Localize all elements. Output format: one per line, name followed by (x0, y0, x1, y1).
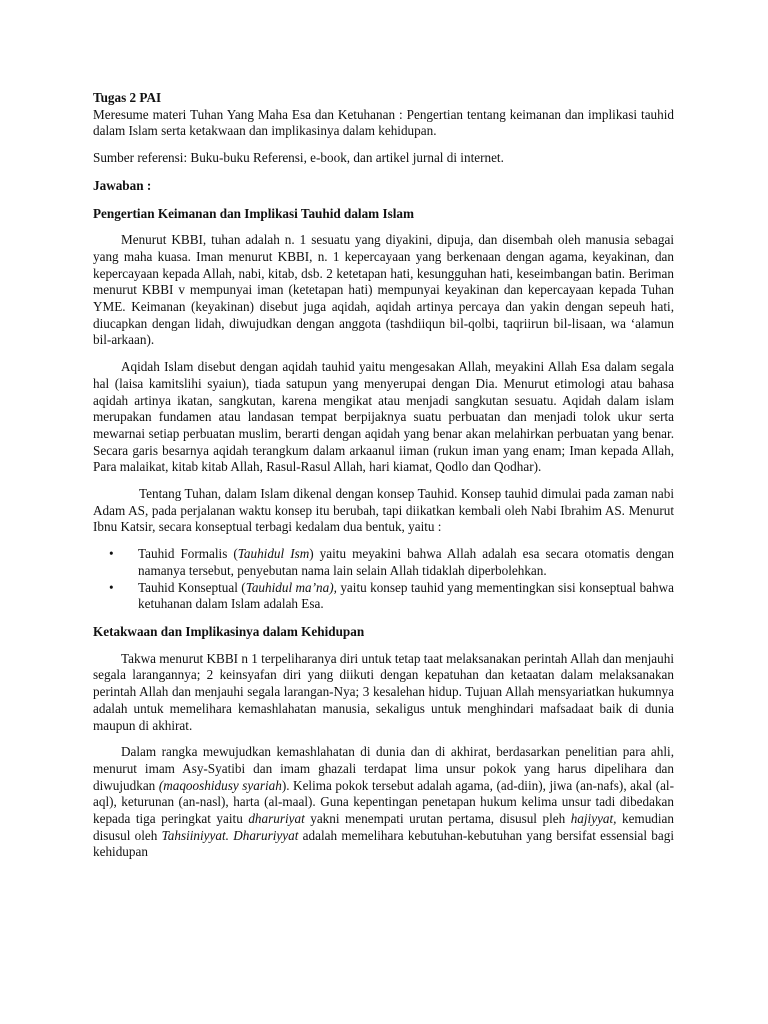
section-heading-keimanan: Pengertian Keimanan dan Implikasi Tauhid dalam Islam (93, 205, 414, 221)
paragraph-aqidah-islam: Aqidah Islam disebut dengan aqidah tauhid yaitu mengesakan Allah, meyakini Allah Esa dalam segala hal (laisa kamitslihi syaiun), tiada satupun yang menyerupai dengan Dia. Menurut etimologi atau bahasa aqidah artinya ikatan, sangkutan, karena mengikat atau menjadi sangkutan sesuatu. Aqidah dalam islam merupakan fundamen atau landasan tempat berpijaknya suatu perbuatan dan menjadi tolok ukur serta mewarnai setiap perbuatan muslim, berarti dengan aqidah yang benar akan melahirkan perbuatan yang benar. Secara garis besarnya aqidah terangkum dalam arkaanul iiman (rukun iman yang enam; Iman kepada Allah, Para malaikat, kitab kitab Allah, Rasul-Rasul Allah, hari kiamat, Qodlo dan Qodhar). (93, 359, 674, 475)
answer-label: Jawaban : (93, 177, 152, 193)
term-tahsiiniyyat: Tahsiiniyyat. Dharuriyyat (161, 827, 299, 843)
term-dharuriyat: dharuriyat (248, 811, 305, 827)
paragraph-definition-iman: Menurut KBBI, tuhan adalah n. 1 sesuatu yang diyakini, dipuja, dan disembah oleh manusia sebagai yang maha kuasa. Iman menurut KBBI, n. 1 kepercayaan yang berkenaan dengan agama, keyakinan, dan kepercayaan kepada Allah, nabi, kitab, dsb. 2 ketetapan hati, kesungguhan hati, keseimbangan batin. Beriman menurut KBBI v mempunyai iman (ketetapan hati) mempunyai keyakinan dan kepercayaan kepada Tuhan YME. Keimanan (keyakinan) disebut juga aqidah, aqidah artinya percaya dan yakin dengan sepeuh hati, diucapkan dengan lidah, diwujudkan dengan anggota (tashdiiqun bil-qolbi, taqriirun bil-lisaan, wa ‘alamun bil-arkaan). (93, 232, 674, 348)
list-item-tauhid-konseptual: • Tauhid Konseptual (Tauhidul ma’na), yaitu konsep tauhid yang mementingkan sisi konseptual bahwa ketuhanan dalam Islam adalah Esa. (109, 579, 675, 612)
tauhid-list (93, 546, 674, 613)
term-maqooshidusy-syariah: (maqooshidusy syariah (158, 777, 282, 793)
paragraph-definition-takwa: Takwa menurut KBBI n 1 terpeliharanya diri untuk tetap taat melaksanakan perintah Allah dan menjauhi segala larangannya; 2 keinsyafan diri yang diikuti dengan kepatuhan dan ketaatan dalam melaksanakan perintah Allah dan menjauhi segala larangan-Nya; 3 kesalehan hidup. Tujuan Allah mensyariatkan hukumnya adalah untuk memelihara kemashlahatan manusia, sekaligus untuk menghindari mafsadaat baik di dunia maupun di akhirat. (93, 650, 674, 733)
paragraph-maqashid-syariah: Dalam rangka mewujudkan kemashlahatan di dunia dan di akhirat, berdasarkan penelitian para ahli, menurut imam Asy-Syatibi dan imam ghazali terdapat lima unsur pokok yang harus dipelihara dan diwujudkan (maqooshidusy syariah). Kelima pokok tersebut adalah agama, (ad-diin), jiwa (an-nafs), akal (al-aql), keturunan (an-nasl), harta (al-maal). Guna kepentingan penetapan hukum kelima unsur tadi dibedakan kepada tiga peringkat yaitu dharuriyat yakni menempati urutan pertama, disusul pleh hajiyyat, kemudian disusul oleh Tahsiiniyyat. Dharuriyyat adalah memelihara kebutuhan-kebutuhan yang bersifat essensial bagi kehidupan (93, 744, 675, 860)
paragraph-konsep-tauhid: Tentang Tuhan, dalam Islam dikenal dengan konsep Tauhid. Konsep tauhid dimulai pada zaman nabi Adam AS, pada perjalanan waktu konsep itu berubah, tapi diikatkan kembali oleh Nabi Ibrahim AS. Menurut Ibnu Katsir, secara konseptual terbagi kedalam dua bentuk, yaitu : (93, 486, 674, 535)
term-tauhidul-ism: Tauhidul Ism (237, 546, 310, 562)
document-title: Tugas 2 PAI (93, 90, 162, 105)
bullet-marker: • (109, 579, 114, 595)
term-hajiyyat: hajiyyat, (570, 811, 617, 827)
reference-source: Sumber referensi: Buku-buku Referensi, e-book, dan artikel jurnal di internet. (93, 150, 504, 166)
document-page (93, 90, 674, 861)
term-tauhidul-mana: Tauhidul ma’na), (245, 579, 337, 595)
list-item-tauhid-formalis: • Tauhid Formalis (Tauhidul Ism) yaitu meyakini bahwa Allah adalah esa secara otomatis dengan namanya tersebut, penyebutan nama lain selain Allah tidaklah diperbolehkan. (109, 546, 674, 578)
assignment-description: Meresume materi Tuhan Yang Maha Esa dan Ketuhanan : Pengertian tentang keimanan dan implikasi tauhid dalam Islam serta ketakwaan dan implikasinya dalam kehidupan. (93, 106, 674, 139)
bullet-marker: • (109, 546, 114, 562)
section-heading-ketakwaan: Ketakwaan dan Implikasinya dalam Kehidupan (93, 623, 365, 639)
